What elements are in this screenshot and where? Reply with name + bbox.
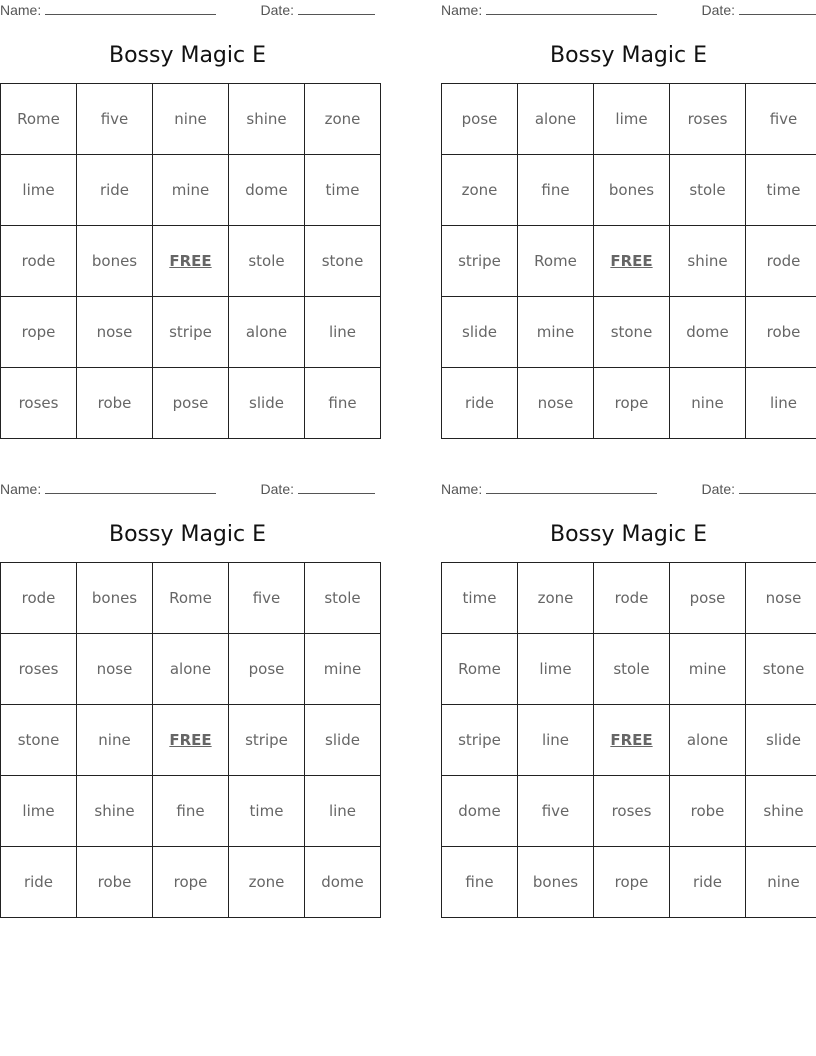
grid-cell: pose <box>670 563 746 634</box>
grid-cell: rope <box>153 847 229 918</box>
grid-cell: nose <box>77 634 153 705</box>
grid-row <box>442 84 816 155</box>
grid-cell: stole <box>305 563 381 634</box>
grid-row <box>442 776 816 847</box>
name-label: Name: <box>441 481 483 497</box>
name-blank-line <box>45 482 216 494</box>
grid-cell: rope <box>594 368 670 439</box>
grid-cell: lime <box>1 155 77 226</box>
grid-row <box>1 847 381 918</box>
grid-cell: stripe <box>442 705 518 776</box>
grid-cell: shine <box>229 84 305 155</box>
grid-cell: zone <box>229 847 305 918</box>
bingo-grid <box>441 562 816 918</box>
date-field[interactable] <box>261 2 375 18</box>
grid-row <box>1 563 381 634</box>
grid-cell: ride <box>670 847 746 918</box>
grid-cell: fine <box>153 776 229 847</box>
grid-cell: alone <box>153 634 229 705</box>
grid-cell: stone <box>1 705 77 776</box>
grid-cell: line <box>746 368 816 439</box>
grid-row <box>1 297 381 368</box>
card-title: Bossy Magic E <box>549 43 708 68</box>
grid-cell: nine <box>746 847 816 918</box>
date-blank-line <box>739 3 816 15</box>
grid-cell: ride <box>1 847 77 918</box>
card-header <box>441 481 816 499</box>
grid-cell: nose <box>518 368 594 439</box>
card-title: Bossy Magic E <box>108 43 267 68</box>
grid-cell: bones <box>77 563 153 634</box>
grid-row <box>442 634 816 705</box>
free-space-cell: FREE <box>153 226 229 297</box>
free-space-cell: FREE <box>594 226 670 297</box>
grid-cell: nose <box>77 297 153 368</box>
date-blank-line <box>298 482 375 494</box>
grid-row <box>1 776 381 847</box>
grid-cell: rode <box>1 563 77 634</box>
grid-cell: mine <box>153 155 229 226</box>
name-blank-line <box>45 3 216 15</box>
grid-cell: stole <box>594 634 670 705</box>
grid-cell: pose <box>153 368 229 439</box>
grid-cell: Rome <box>518 226 594 297</box>
bingo-grid <box>441 83 816 439</box>
grid-cell: lime <box>594 84 670 155</box>
grid-cell: robe <box>77 847 153 918</box>
grid-row <box>1 84 381 155</box>
grid-cell: ride <box>442 368 518 439</box>
bingo-grid <box>0 562 381 918</box>
grid-cell: rode <box>746 226 816 297</box>
grid-cell: mine <box>518 297 594 368</box>
grid-cell: line <box>305 776 381 847</box>
bingo-card-4 <box>441 479 816 919</box>
grid-cell: stripe <box>229 705 305 776</box>
grid-row <box>1 705 381 776</box>
grid-cell: shine <box>670 226 746 297</box>
bingo-card-2 <box>441 0 816 440</box>
grid-cell: stone <box>305 226 381 297</box>
date-field[interactable] <box>702 2 816 18</box>
grid-cell: shine <box>746 776 816 847</box>
grid-cell: ride <box>77 155 153 226</box>
grid-cell: fine <box>518 155 594 226</box>
name-field[interactable] <box>441 481 657 497</box>
grid-cell: alone <box>229 297 305 368</box>
grid-cell: stone <box>594 297 670 368</box>
grid-cell: time <box>746 155 816 226</box>
grid-cell: zone <box>305 84 381 155</box>
grid-cell: lime <box>518 634 594 705</box>
date-label: Date: <box>260 481 294 497</box>
grid-cell: Rome <box>153 563 229 634</box>
grid-cell: zone <box>442 155 518 226</box>
card-header <box>441 2 816 20</box>
name-blank-line <box>486 3 657 15</box>
name-label: Name: <box>0 481 42 497</box>
grid-cell: dome <box>305 847 381 918</box>
date-blank-line <box>739 482 816 494</box>
name-label: Name: <box>0 2 42 18</box>
grid-cell: time <box>229 776 305 847</box>
grid-cell: dome <box>229 155 305 226</box>
grid-cell: nose <box>746 563 816 634</box>
grid-cell: rope <box>1 297 77 368</box>
bingo-grid <box>0 83 381 439</box>
grid-cell: dome <box>442 776 518 847</box>
date-label: Date: <box>701 481 735 497</box>
grid-cell: stripe <box>442 226 518 297</box>
grid-cell: pose <box>442 84 518 155</box>
grid-cell: stole <box>229 226 305 297</box>
bingo-card-3 <box>0 479 375 919</box>
grid-cell: rode <box>594 563 670 634</box>
date-blank-line <box>298 3 375 15</box>
grid-cell: pose <box>229 634 305 705</box>
grid-cell: roses <box>1 634 77 705</box>
grid-cell: mine <box>305 634 381 705</box>
grid-cell: line <box>518 705 594 776</box>
grid-row <box>1 368 381 439</box>
grid-cell: time <box>305 155 381 226</box>
grid-row <box>1 634 381 705</box>
grid-cell: bones <box>77 226 153 297</box>
grid-cell: Rome <box>442 634 518 705</box>
name-field[interactable] <box>0 2 216 18</box>
grid-cell: stripe <box>153 297 229 368</box>
grid-cell: alone <box>518 84 594 155</box>
grid-cell: zone <box>518 563 594 634</box>
grid-cell: five <box>229 563 305 634</box>
free-space-cell: FREE <box>153 705 229 776</box>
name-field[interactable] <box>441 2 657 18</box>
grid-cell: roses <box>594 776 670 847</box>
grid-cell: line <box>305 297 381 368</box>
card-title: Bossy Magic E <box>549 522 708 547</box>
grid-cell: bones <box>594 155 670 226</box>
grid-cell: five <box>518 776 594 847</box>
grid-cell: stole <box>670 155 746 226</box>
name-label: Name: <box>441 2 483 18</box>
grid-cell: robe <box>670 776 746 847</box>
bingo-card-1 <box>0 0 375 440</box>
grid-cell: lime <box>1 776 77 847</box>
free-space-cell: FREE <box>594 705 670 776</box>
grid-row <box>442 705 816 776</box>
grid-row <box>442 155 816 226</box>
grid-cell: fine <box>305 368 381 439</box>
grid-cell: nine <box>153 84 229 155</box>
card-header <box>0 2 375 20</box>
grid-cell: nine <box>77 705 153 776</box>
grid-cell: dome <box>670 297 746 368</box>
grid-cell: slide <box>442 297 518 368</box>
grid-cell: robe <box>77 368 153 439</box>
grid-cell: nine <box>670 368 746 439</box>
date-field[interactable] <box>261 481 375 497</box>
grid-row <box>442 563 816 634</box>
grid-cell: mine <box>670 634 746 705</box>
name-field[interactable] <box>0 481 216 497</box>
grid-cell: slide <box>305 705 381 776</box>
grid-cell: stone <box>746 634 816 705</box>
name-blank-line <box>486 482 657 494</box>
grid-cell: shine <box>77 776 153 847</box>
grid-row <box>442 226 816 297</box>
card-header <box>0 481 375 499</box>
grid-row <box>442 297 816 368</box>
grid-cell: roses <box>670 84 746 155</box>
grid-cell: bones <box>518 847 594 918</box>
card-title: Bossy Magic E <box>108 522 267 547</box>
date-field[interactable] <box>702 481 816 497</box>
date-label: Date: <box>260 2 294 18</box>
grid-cell: alone <box>670 705 746 776</box>
grid-cell: five <box>746 84 816 155</box>
grid-cell: rope <box>594 847 670 918</box>
grid-cell: fine <box>442 847 518 918</box>
date-label: Date: <box>701 2 735 18</box>
grid-cell: Rome <box>1 84 77 155</box>
grid-row <box>442 847 816 918</box>
grid-cell: five <box>77 84 153 155</box>
grid-cell: slide <box>229 368 305 439</box>
grid-row <box>1 226 381 297</box>
grid-row <box>442 368 816 439</box>
grid-row <box>1 155 381 226</box>
grid-cell: robe <box>746 297 816 368</box>
grid-cell: roses <box>1 368 77 439</box>
grid-cell: rode <box>1 226 77 297</box>
grid-cell: time <box>442 563 518 634</box>
grid-cell: slide <box>746 705 816 776</box>
